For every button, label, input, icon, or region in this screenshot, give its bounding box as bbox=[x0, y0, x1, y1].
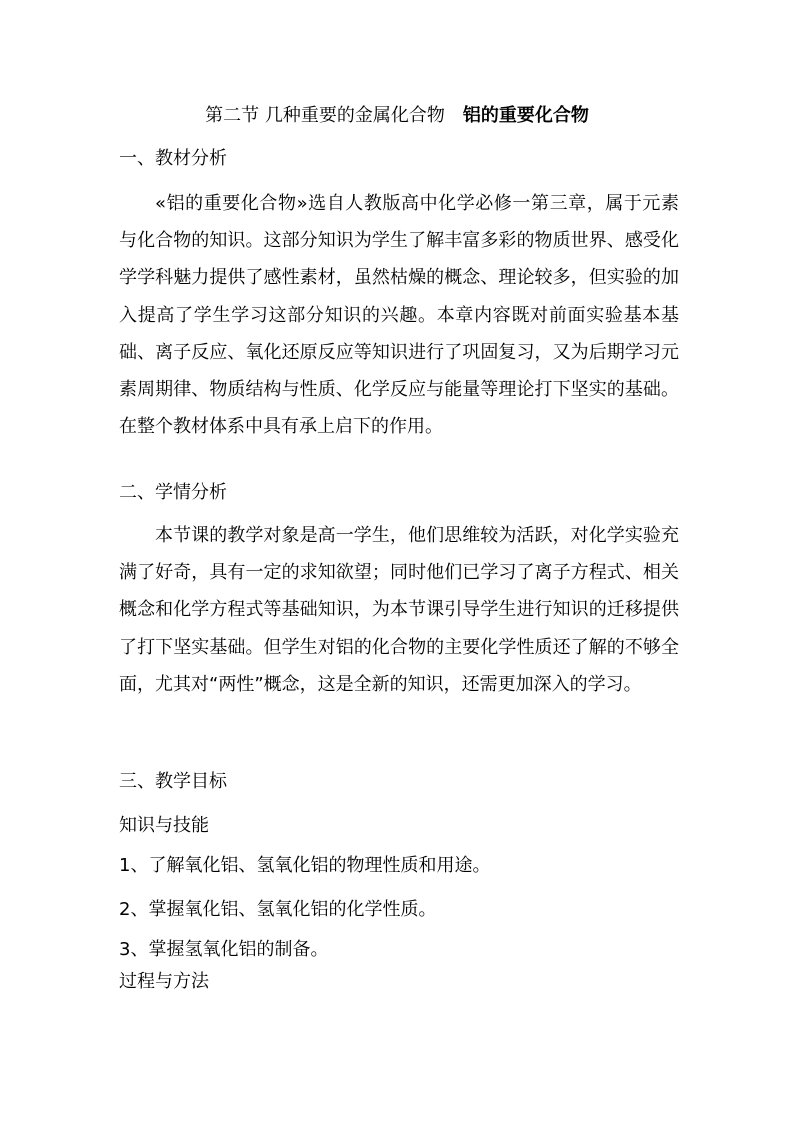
section-heading-textbook-analysis: 一、教材分析 bbox=[119, 148, 227, 169]
section-heading-student-analysis: 二、学情分析 bbox=[119, 482, 227, 503]
paragraph-student-analysis: 本节课的教学对象是高一学生，他们思维较为活跃，对化学实验充满了好奇，具有一定的求知欲望；同时他们已学习了离子方程式、相关概念和化学方程式等基础知识，为本节课引导学生进行知识的迁移提供了打下坚实基础。但学生对铝的化合物的主要化学性质还了解的不够全面，尤其对“两性”概念，这是全新的知识，还需更加深入的学习。 bbox=[119, 525, 679, 695]
subheading-knowledge-skills: 知识与技能 bbox=[119, 815, 209, 836]
goal-item-3: 3、掌握氢氧化铝的制备。 bbox=[119, 939, 329, 960]
title-section-text: 第二节 几种重要的金属化合物 bbox=[205, 105, 445, 126]
title-topic-text: 铝的重要化合物 bbox=[462, 105, 589, 126]
paragraph-textbook-analysis: «铝的重要化合物»选自人教版高中化学必修一第三章，属于元素与化合物的知识。这部分知识为学生了解丰富多彩的物质世界、感受化学学科魅力提供了感性素材，虽然枯燥的概念、理论较多，但实验的加入提高了学生学习这部分知识的兴趣。本章内容既对前面实验基本基础、离子反应、氧化还原反应等知识进行了巩固复习，又为后期学习元素周期律、物质结构与性质、化学反应与能量等理论打下坚实的基础。在整个教材体系中具有承上启下的作用。 bbox=[119, 193, 679, 438]
goal-item-2: 2、掌握氧化铝、氢氧化铝的化学性质。 bbox=[119, 899, 437, 920]
subheading-process-methods: 过程与方法 bbox=[119, 971, 209, 992]
section-heading-teaching-goals: 三、教学目标 bbox=[119, 771, 227, 792]
page-title bbox=[119, 101, 675, 131]
goal-item-1: 1、了解氧化铝、氢氧化铝的物理性质和用途。 bbox=[119, 855, 491, 876]
